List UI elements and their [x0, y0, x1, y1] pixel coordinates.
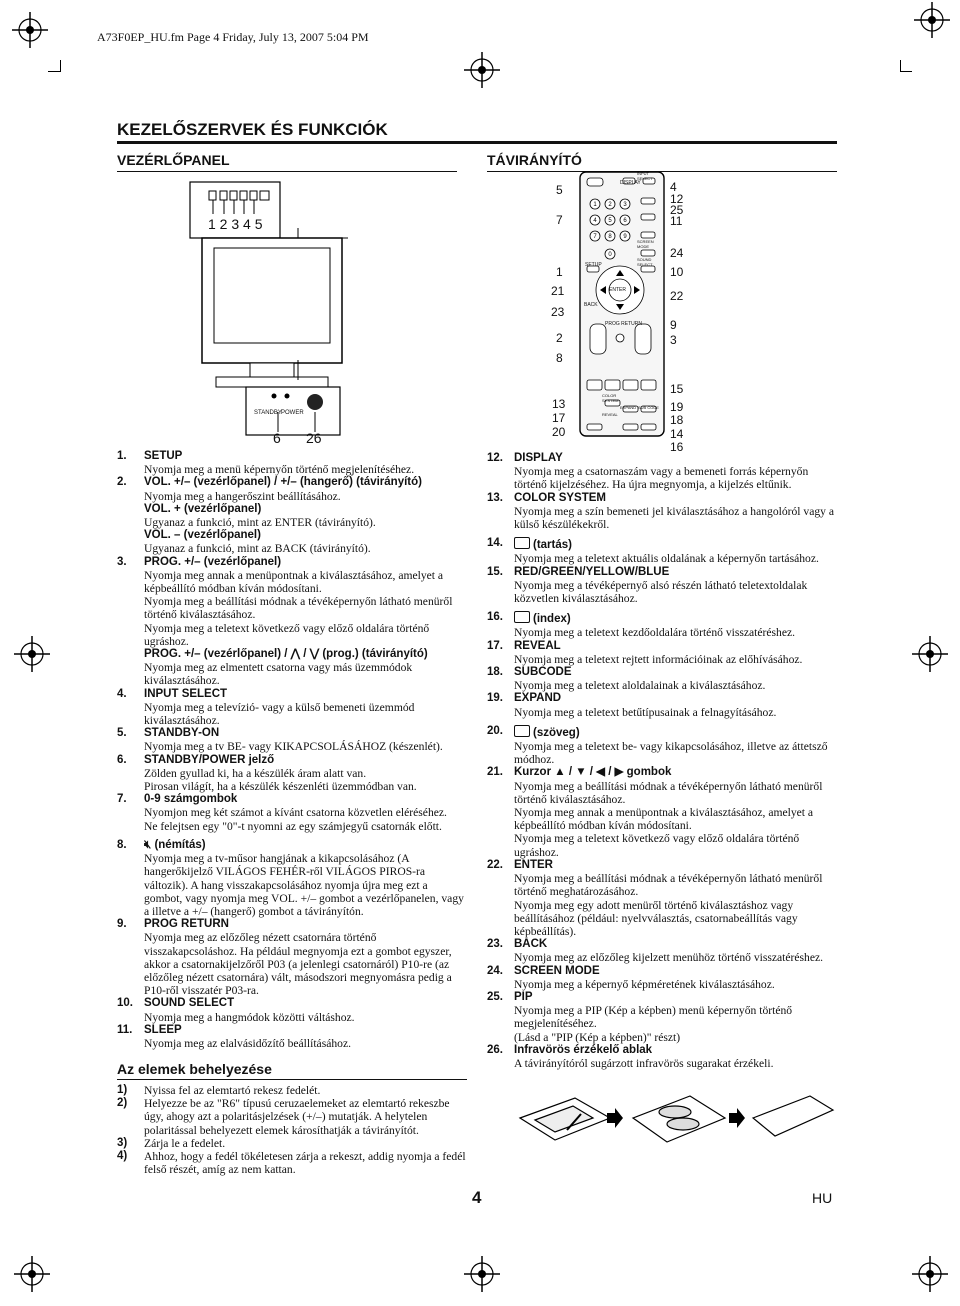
registration-mark-bottom-mid — [460, 1252, 504, 1296]
text-icon — [514, 725, 530, 737]
print-header: A73F0EP_HU.fm Page 4 Friday, July 13, 2007 5:04 PM — [97, 30, 369, 44]
battery-rule — [117, 1079, 467, 1080]
battery-heading: Az elemek behelyezése — [117, 1061, 272, 1077]
index-icon — [514, 611, 530, 623]
hold-icon — [514, 537, 530, 549]
list-item: 12. DISPLAY Nyomja meg a csatornaszám vagy a bemeneti forrás képernyőn történő kijelzéséhez. Ha újra megnyomja, a kijelzés eltűnik. — [487, 452, 809, 492]
svg-text:6: 6 — [623, 218, 627, 224]
registration-mark-top-right — [908, 0, 960, 60]
remote-color-system-label: COLOR SYSTEM — [602, 393, 619, 403]
registration-mark-top-mid — [460, 48, 504, 92]
standby-label: STANDBY — [254, 410, 282, 416]
remote-reveal-label: REVEAL — [602, 412, 618, 417]
list-item: 2. VOL. +/– (vezérlőpanel) / +/– (hangerő) (távirányító) Nyomja meg a hangerőszint beállításához. VOL. + (vezérlőpanel) Ugyanaz a funkció, mint az ENTER (távirányító). VOL. – (vezérlőpanel) Ugyanaz a funkció, mint az BACK (távirányító). — [117, 476, 422, 556]
list-item: 10. SOUND SELECT Nyomja meg a hangmódok közötti váltáshoz. — [117, 997, 355, 1024]
list-item: 18. SUBCODE Nyomja meg a teletext aloldalainak a kiválasztásához. — [487, 666, 766, 693]
remote-callout-5: 5 — [556, 183, 563, 197]
list-item: 16. (index) Nyomja meg a teletext kezdőoldalára történő visszatéréshez. — [487, 611, 796, 640]
remote-callout-10: 10 — [670, 265, 684, 279]
list-item: 19. EXPAND Nyomja meg a teletext betűtípusainak a felnagyításához. — [487, 692, 777, 719]
remote-screen-mode-label: SCREEN MODE — [637, 239, 654, 249]
list-item: 21. Kurzor ▲ / ▼ / ◀ / ▶ gombok Nyomja meg a beállítási módnak a tévéképernyőn látható menüről történő kiválasztásához. Nyomja meg annak a menüpontnak a kiválasztásához, amelyet a képbeállító módban kíván módosítani. Nyomja meg a teletext következő vagy előző oldalára történő ugráshoz. — [487, 766, 823, 859]
svg-text:8: 8 — [608, 234, 612, 240]
list-item: 3) Zárja le a fedelet. — [117, 1136, 226, 1150]
remote-input-select-label: INPUT SELECT — [637, 171, 653, 181]
control-panel-heading: VEZÉRLŐPANEL — [117, 152, 230, 168]
remote-callout-7: 7 — [556, 213, 563, 227]
registration-mark-right-mid — [908, 632, 952, 676]
remote-enter-label: ENTER — [609, 287, 626, 293]
list-item: 5. STANDBY-ON Nyomja meg a tv BE- vagy KIKAPCSOLÁSÁHOZ (készenlét). — [117, 727, 443, 754]
remote-callout-24: 24 — [670, 246, 684, 260]
svg-text:1: 1 — [593, 202, 597, 208]
page-title: KEZELŐSZERVEK ÉS FUNKCIÓK — [117, 120, 388, 139]
list-item: 17. REVEAL Nyomja meg a teletext rejtett információinak az előhívásához. — [487, 639, 803, 666]
svg-text:5: 5 — [608, 218, 612, 224]
right-column — [487, 452, 837, 1070]
list-item: 15. RED/GREEN/YELLOW/BLUE Nyomja meg a tévéképernyő alsó részén látható teletextoldalak közvetlen kiválasztásához. — [487, 565, 808, 606]
remote-callout-18: 18 — [670, 413, 684, 427]
list-item: 3. PROG. +/– (vezérlőpanel) Nyomja meg annak a menüpontnak a kiválasztásához, amelyet a képbeállító módban kíván módosítani. Nyomja meg a beállítási módnak a tévéképernyőn látható menüről történő kiválasztásához. Nyomja meg a teletext következő vagy előző oldalára történő ugráshoz. PROG. +/– (vezérlőpanel) / ⋀ / ⋁ (prog.) (távirányító) Nyomja meg az elmentett csatorna vagy más üzemmódok kiválasztásához. — [117, 555, 453, 688]
list-item: 9. PROG RETURN Nyomja meg az előzőleg nézett csatornára történő visszakapcsoláshoz. Ha például megnyomja ezt a gombot egyszer, akkor a csatornakijelzőről P03 (a jelenlegi csatornáról) P10-re (az előzőleg nézett csatornára) vált, másodszori megnyomásra pedig a P10-ről visszatér P03-ra. — [117, 918, 452, 998]
remote-callout-16: 16 — [670, 440, 684, 454]
panel-callout-6: 6 — [273, 430, 281, 446]
remote-callout-3: 3 — [670, 333, 677, 347]
mute-icon: 🔇︎ — [144, 838, 155, 851]
remote-setup-label: SETUP — [585, 262, 602, 268]
title-rule — [117, 141, 837, 144]
control-panel-rule — [117, 171, 457, 172]
list-item: 23. BACK Nyomja meg az előzőleg kijelzett menühöz történő visszatéréshez. — [487, 938, 824, 965]
remote-callout-25: 25 — [670, 203, 684, 217]
list-item: 1. SETUP Nyomja meg a menü képernyőn történő megjelenítéséhez. — [117, 450, 415, 477]
remote-subcode-label: SUB CODE — [638, 405, 659, 410]
list-item: 25. PIP Nyomja meg a PIP (Kép a képben) menü képernyőn történő megjelenítéséhez. (Lásd a "PIP (Kép a képben)" részt) — [487, 990, 793, 1044]
panel-callouts-top: 1 2 3 4 5 — [208, 216, 263, 232]
list-item: 7. 0-9 számgombok Nyomjon meg két számot a kívánt csatorna közvetlen eléréséhez. Ne felejtsen egy "0"-t nyomni az egy számjegyű csatornák előtt. — [117, 793, 447, 833]
remote-callout-14: 14 — [670, 427, 684, 441]
remote-callout-13: 13 — [552, 397, 566, 411]
list-item: 13. COLOR SYSTEM Nyomja meg a szín bemeneti jel kiválasztásához a hangolóról vagy a külső készülékekről. — [487, 491, 835, 532]
remote-callout-1: 1 — [556, 265, 563, 279]
battery-illustration — [515, 1078, 835, 1156]
remote-display-label: DISPLAY — [620, 180, 641, 186]
list-item: 4. INPUT SELECT Nyomja meg a televízió- vagy a külső bemeneti üzemmód kiválasztásához. — [117, 687, 415, 728]
remote-back-label: BACK — [584, 302, 598, 308]
remote-callout-11: 11 — [670, 214, 683, 228]
remote-expand-label: EXPAND — [620, 405, 637, 410]
list-item: 22. ENTER Nyomja meg a beállítási módnak a tévéképernyőn látható menüről történő meghatározásához. Nyomja meg egy adott menüről történő kiválasztáshoz vagy beállításához (például: nyelvválasztás, csatornabeállítás vagy képbeállítás). — [487, 858, 823, 938]
remote-callout-2: 2 — [556, 331, 563, 345]
list-item: 1) Nyissa fel az elemtartó rekesz fedelét. — [117, 1084, 321, 1097]
remote-callout-23: 23 — [551, 305, 565, 319]
list-item: 6. STANDBY/POWER jelző Zölden gyullad ki, ha a készülék áram alatt van. Pirosan világít, ha a készülék készenléti üzemmódban van. — [117, 753, 417, 794]
remote-callout-17: 17 — [552, 411, 566, 425]
list-item: 14. (tartás) Nyomja meg a teletext aktuális oldalának a képernyőn tartásához. — [487, 537, 819, 566]
crop-line — [48, 71, 60, 72]
registration-mark-left-mid — [10, 632, 54, 676]
page-number: 4 — [472, 1188, 482, 1207]
svg-text:4: 4 — [593, 218, 597, 224]
registration-mark-bottom-left — [10, 1252, 54, 1296]
remote-callout-12: 12 — [670, 192, 684, 206]
remote-callout-8: 8 — [556, 351, 563, 365]
panel-callout-26: 26 — [306, 430, 322, 446]
remote-callout-20: 20 — [552, 425, 566, 439]
list-item: 2) Helyezze be az "R6" típusú ceruzaelemeket az elemtartó rekeszbe úgy, ahogy azt a polaritásjelzések (+/–) mutatják. A helytelen polaritással behelyezett elemek károsíthatják a távirányítót. — [117, 1097, 450, 1137]
svg-text:0: 0 — [608, 252, 612, 258]
list-item: 20. (szöveg) Nyomja meg a teletext be- vagy kikapcsolásához, illetve az áttetsző módhoz. — [487, 724, 828, 767]
remote-callout-4: 4 — [670, 180, 677, 194]
crop-line — [60, 60, 61, 72]
registration-mark-top-left — [0, 0, 60, 60]
list-item: 11. SLEEP Nyomja meg az elalvásidőzítő beállításához. — [117, 1023, 352, 1050]
svg-text:7: 7 — [593, 234, 597, 240]
power-label: POWER — [281, 410, 304, 416]
remote-callout-21: 21 — [551, 284, 565, 298]
svg-text:2: 2 — [608, 202, 612, 208]
remote-callout-9: 9 — [670, 318, 677, 332]
list-item: 4) Ahhoz, hogy a fedél tökéletesen zárja a rekeszt, addig nyomja a fedél felső részét, amíg az nem kattan. — [117, 1150, 466, 1177]
language-code: HU — [812, 1190, 833, 1206]
list-item: 8. 🔇︎ (némítás) Nyomja meg a tv-műsor hangjának a kikapcsolásához (A hangerőkijelző VILÁGOS FEHÉR-ről VILÁGOS PIROS-ra változik). A hang visszakapcsolásához nyomja újra meg ezt a gombot, vagy nyomja meg VOL. +/– gombot a vezérlőpanelen, vagy a illetve a +/– (hangerő) gombot a távirányítón. — [117, 838, 464, 918]
remote-heading: TÁVIRÁNYÍTÓ — [487, 152, 582, 168]
remote-callout-19: 19 — [670, 400, 684, 414]
svg-text:3: 3 — [623, 202, 627, 208]
list-item: 24. SCREEN MODE Nyomja meg a képernyő képméretének kiválasztásához. — [487, 964, 775, 991]
battery-steps — [117, 1084, 467, 1176]
registration-mark-bottom-right — [908, 1252, 952, 1296]
remote-sound-select-label: SOUND SELECT — [637, 257, 653, 267]
list-item: 26. Infravörös érzékelő ablak A távirányítóról sugárzott infravörös sugarakat érzékeli. — [487, 1043, 774, 1070]
left-column — [117, 450, 467, 1050]
crop-line — [900, 71, 912, 72]
remote-callout-15: 15 — [670, 382, 684, 396]
remote-prog-return-label: PROG RETURN — [605, 321, 642, 327]
remote-callout-22: 22 — [670, 289, 684, 303]
svg-text:9: 9 — [623, 234, 627, 240]
